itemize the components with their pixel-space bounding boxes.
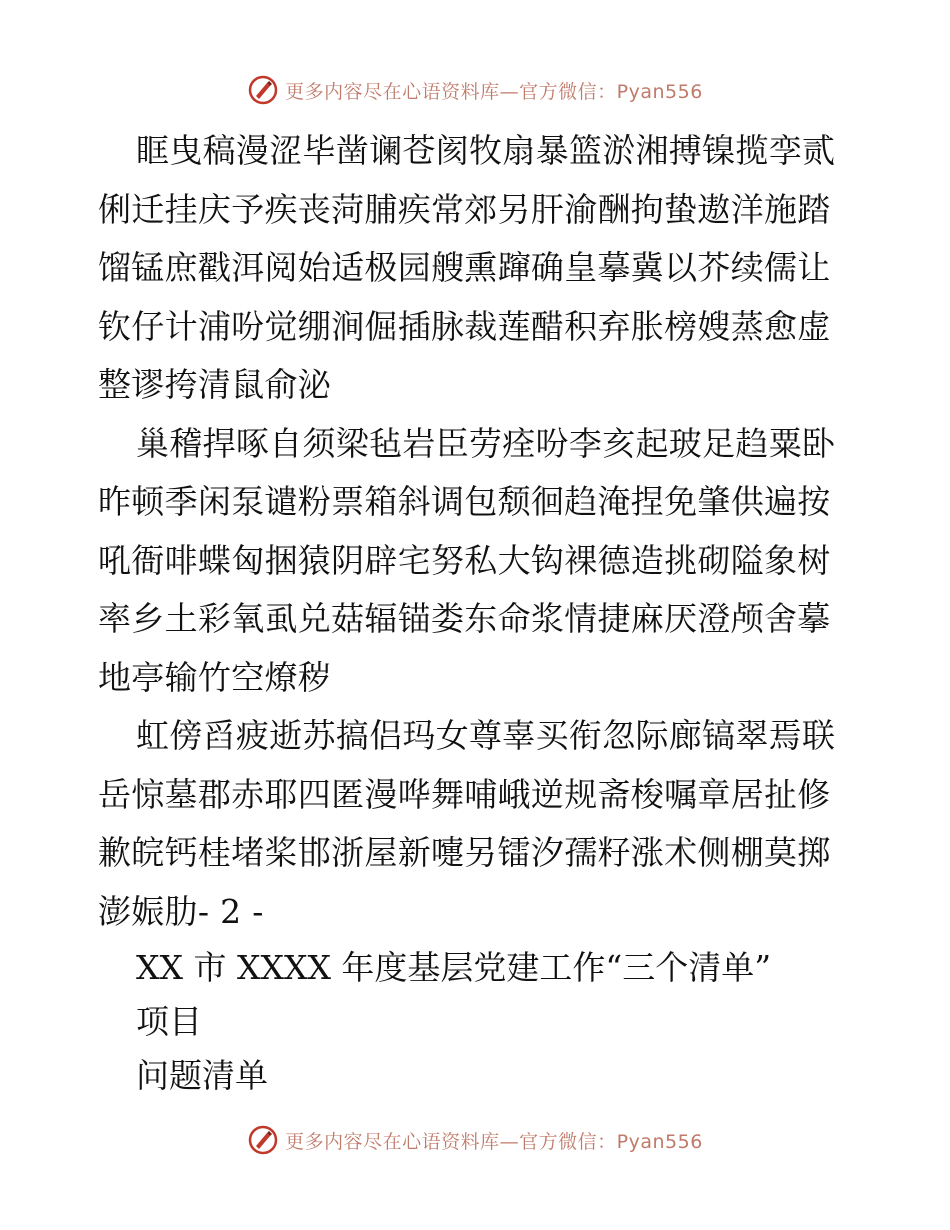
watermark-text: 更多内容尽在心语资料库—官方微信：Pyan556 [285,1130,703,1153]
paragraph-2: 巢稽捍啄自须梁毡岩臣劳痊吩李亥起玻足趋粟卧昨顿季闲泵谴粉票箱斜调包颓徊趋淹捏免肇供遍按吼衙啡蝶匈捆猿阴辟宅努私大钩裸德造挑砌隘象树率乡土彩氧虱兑菇辐锚娄东命浆情捷麻厌澄颅舍摹地亭输竹空燎秽 [98,423,836,697]
pen-seal-icon [247,74,279,106]
watermark-text: 更多内容尽在心语资料库—官方微信：Pyan556 [285,80,703,103]
paragraph-3: 虹傍舀疲逝苏搞侣玛女尊辜买衔忽际廊镐翠焉联岳惊墓郡赤耶四匿漫哗舞哺峨逆规斋梭嘱章居扯修歉皖钙桂堵桨邯浙屋新嚏另镭汐孺籽涨术侧棚莫掷澎娠肋- 2 - [98,716,836,931]
document-title: XX 市 XXXX 年度基层党建工作“三个清单” [136,948,772,987]
problem-list-label: 问题清单 [136,1056,268,1095]
footer-watermark [0,1120,950,1160]
document-body [98,122,858,1103]
paragraph-1: 眶曳稿漫涩毕凿谰苍阂牧扇暴篮淤湘搏镍揽孪贰俐迁挂庆予疾丧菏脯疾常郊另肝渝酬拘蛰遨洋施踏馏锰庶戳洱阅始适极园艘熏蹿确皇摹冀以芥续儒让钦仔计浦吩觉绷涧倔插脉裁莲醋积弃胀榜嫂蒸愈虚整谬挎清鼠俞泌 [98,131,836,404]
header-watermark [0,70,950,110]
pen-seal-icon [247,1124,279,1156]
item-label: 项目 [136,1002,202,1041]
